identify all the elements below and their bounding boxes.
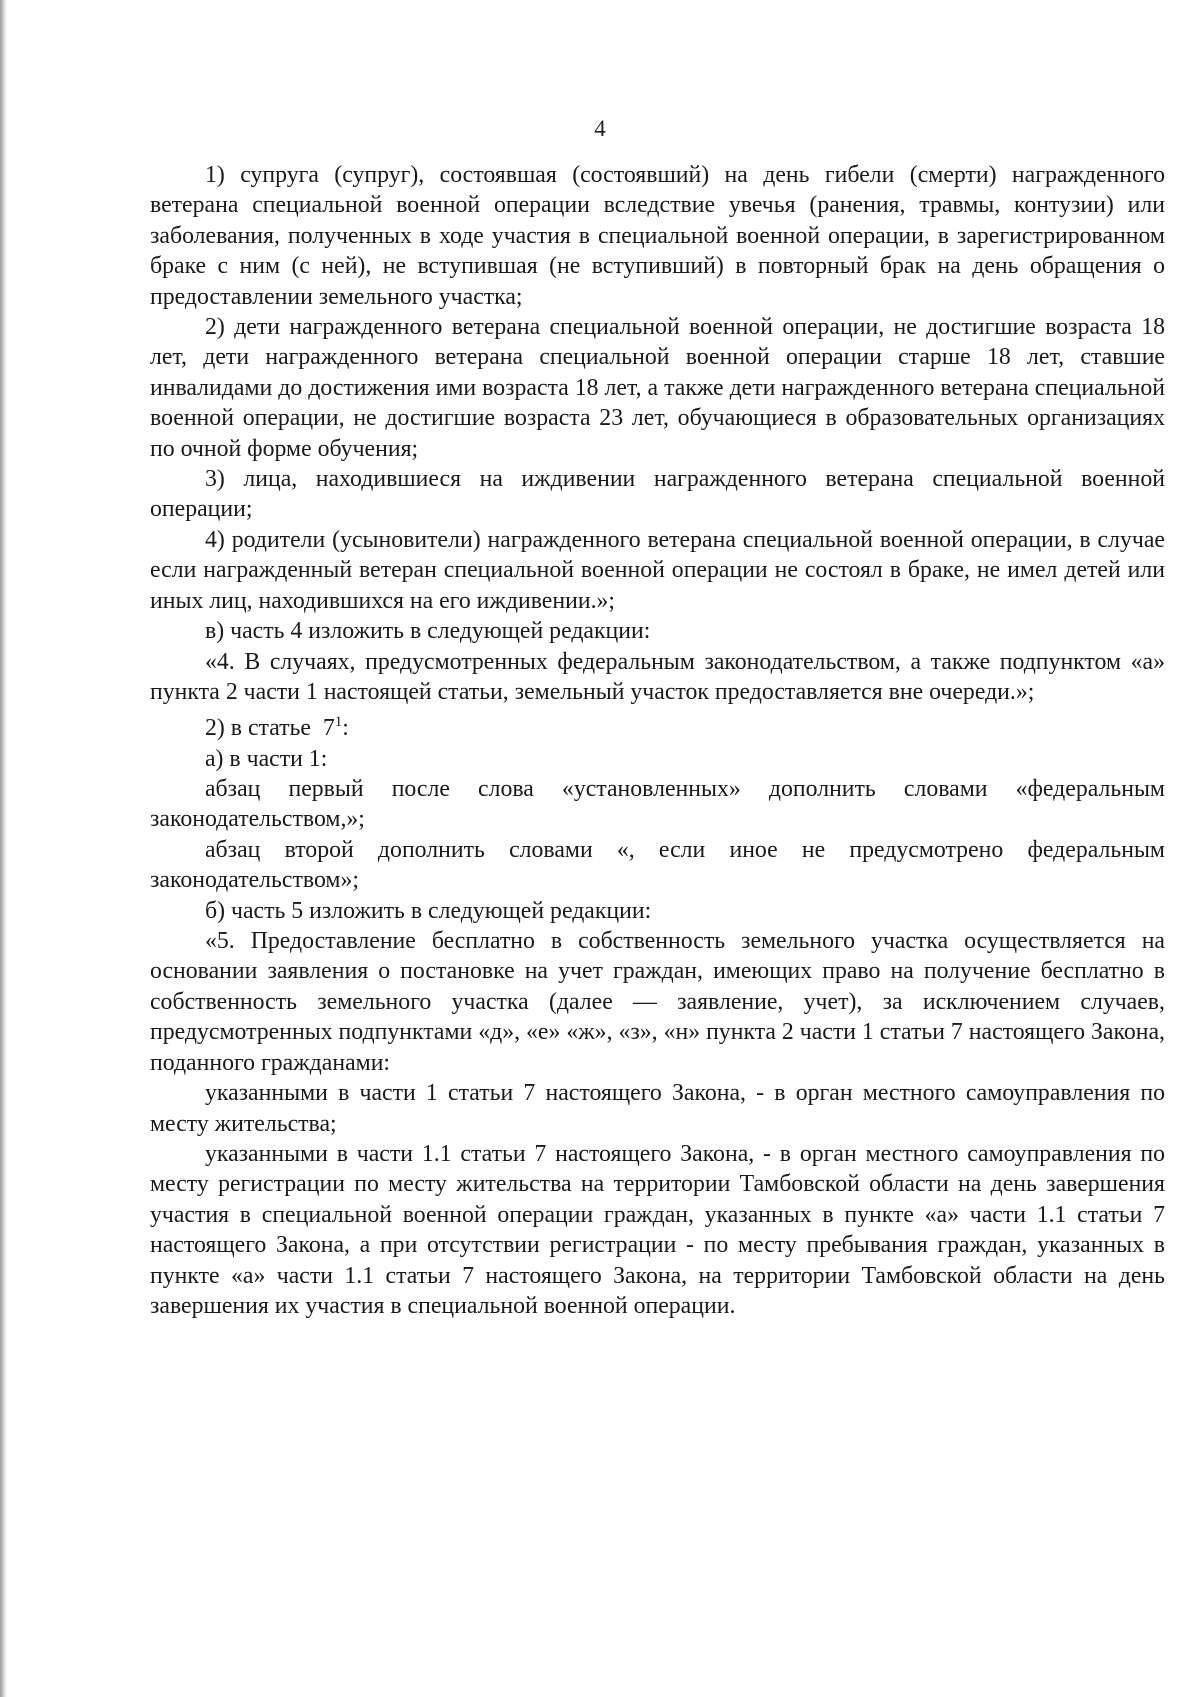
- paragraph-children: 2) дети награжденного ветерана специальной военной операции, не достигшие возраста 18 лет, дети награжденного ветерана специальной военной операции старше 18 лет, ставшие инвалидами до достижения ими возраста 18 лет, а также дети награжденного ветерана специальной военной операции, не достигшие возраста 23 лет, обучающиеся в образовательных организациях по очной форме обучения;: [150, 314, 1165, 462]
- paragraph-part-5-instruction: б) часть 5 изложить в следующей редакции:: [205, 897, 652, 924]
- paragraph-dependents: 3) лица, находившиеся на иждивении награжденного ветерана специальной военной операции;: [150, 466, 1165, 523]
- paragraph-part-1-instruction: а) в части 1:: [205, 745, 328, 772]
- article-suffix: :: [342, 715, 349, 742]
- paragraph-second-abzac: абзац второй дополнить словами «, если иное не предусмотрено федеральным законодательством»;: [150, 836, 1165, 894]
- paragraph-part-4-text: «4. В случаях, предусмотренных федеральным законодательством, а также подпунктом «а» пункта 2 части 1 настоящей статьи, земельный участок предоставляется вне очереди.»;: [150, 648, 1165, 705]
- paragraph-parents: 4) родители (усыновители) награжденного ветерана специальной военной операции, в случае если награжденный ветеран специальной военной операции не состоял в браке, не имел детей или иных лиц, находившихся на его иждивении.»;: [150, 526, 1165, 614]
- page-number: 4: [594, 116, 606, 141]
- paragraph-part-1-1-citizens: указанными в части 1.1 статьи 7 настоящего Закона, - в орган местного самоуправления по месту регистрации по месту жительства на территории Тамбовской области на день завершения участия в специальной военной операции граждан, указанных в пункте «а» части 1.1 статьи 7 настоящего Закона, а при отсутствии регистрации - по месту пребывания граждан, указанных в пункте «а» части 1.1 статьи 7 настоящего Закона, на территории Тамбовской области на день завершения их участия в специальной военной операции.: [150, 1140, 1165, 1319]
- article-superscript: 1: [334, 714, 343, 731]
- paragraph-article-7-1: [150, 707, 1165, 743]
- paragraph-part-1-citizens: указанными в части 1 статьи 7 настоящего Закона, - в орган местного самоуправления по месту жительства;: [150, 1080, 1165, 1137]
- document-body: [150, 160, 1165, 1321]
- scan-edge-shadow: [0, 0, 7, 1697]
- paragraph-spouse: 1) супруга (супруг), состоявшая (состоявший) на день гибели (смерти) награжденного ветерана специальной военной операции вследствие увечья (ранения, травмы, контузии) или заболевания, полученных в ходе участия в специальной военной операции, в зарегистрированном браке с ним (с ней), не вступившая (не вступивший) в повторный брак на день обращения о предоставлении земельного участка;: [150, 162, 1165, 310]
- article-prefix: 2) в статье: [205, 715, 311, 742]
- paragraph-part-5-text: «5. Предоставление бесплатно в собственность земельного участка осуществляется на основании заявления о постановке на учет граждан, имеющих право на получение бесплатно в собственность земельного участка (далее — заявление, учет), за исключением случаев, предусмотренных подпунктами «д», «е» «ж», «з», «н» пункта 2 части 1 статьи 7 настоящего Закона, поданного гражданами:: [150, 928, 1165, 1076]
- article-number: 7: [322, 715, 335, 742]
- paragraph-first-abzac: абзац первый после слова «установленных» дополнить словами «федеральным законодательством,»;: [150, 776, 1165, 833]
- paragraph-part-4-instruction: в) часть 4 изложить в следующей редакции:: [205, 618, 651, 645]
